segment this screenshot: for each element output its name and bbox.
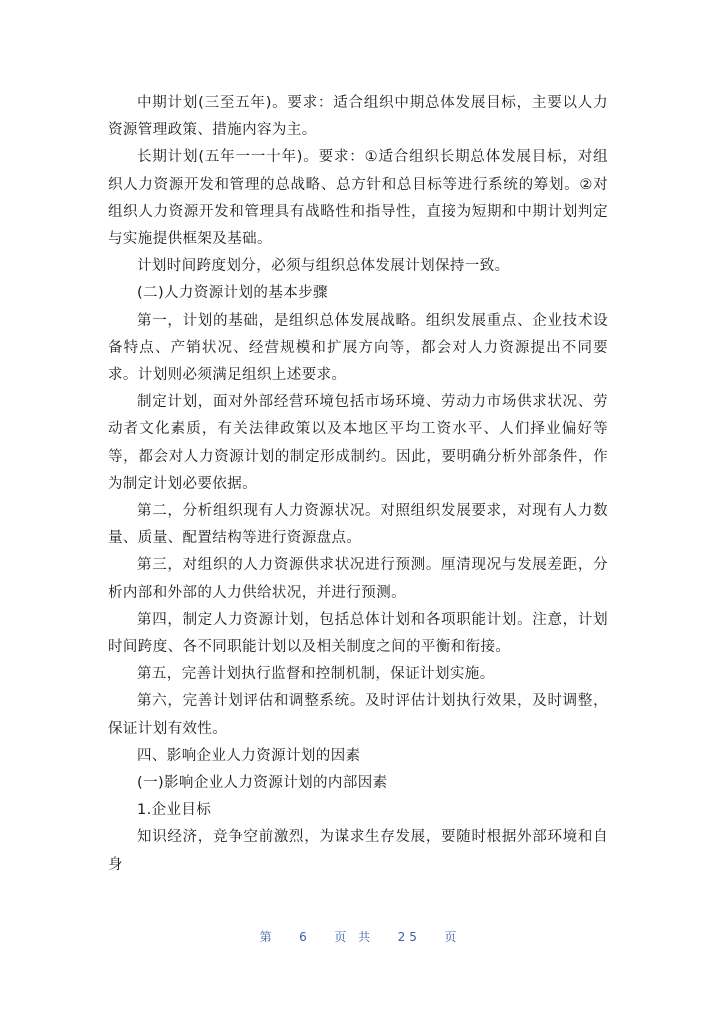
subsection-heading-internal-factors: (一)影响企业人力资源计划的内部因素 [137, 775, 388, 792]
paragraph-time-span: 计划时间跨度划分，必须与组织总体发展计划保持一致。 [137, 258, 510, 275]
paragraph-step-four: 第四，制定人力资源计划，包括总体计划和各项职能计划。注意，计划时间跨度、各不同职能计划以及相关制度之间的平衡和衔接。 [108, 611, 608, 656]
paragraph-step-two: 第二，分析组织现有人力资源状况。对照组织发展要求，对现有人力数量、质量、配置结构等进行资源盘点。 [108, 503, 608, 547]
paragraph-mid-term-plan: 中期计划(三至五年)。要求：适合组织中期总体发展目标，主要以人力资源管理政策、措施内容为主。 [108, 95, 608, 139]
footer-label-page: 第 [259, 930, 276, 944]
paragraph-step-three: 第三，对组织的人力资源供求状况进行预测。厘清现况与发展差距，分析内部和外部的人力供给状况，并进行预测。 [108, 557, 608, 601]
footer-total-pages: 25 [397, 930, 421, 944]
page-footer [0, 928, 720, 945]
paragraph-make-plan: 制定计划，面对外部经营环境包括市场环境、劳动力市场供求状况、劳动者文化素质，有关法律政策以及本地区平均工资水平、人们择业偏好等等，都会对人力资源计划的制定形成制约。因此，要明确分析外部条件，作为制定计划必要依据。 [108, 394, 608, 492]
paragraph-long-term-plan: 长期计划(五年一一十年)。要求：①适合组织长期总体发展目标，对组织人力资源开发和管理的总战略、总方针和总目标等进行系统的筹划。②对组织人力资源开发和管理具有战略性和指导性，直接为短期和中期计划判定与实施提供框架及基础。 [108, 149, 608, 248]
footer-current-page: 6 [299, 930, 311, 944]
item-heading-enterprise-goals: 1.企业目标 [137, 802, 212, 819]
section-heading-basic-steps: (二)人力资源计划的基本步骤 [137, 285, 328, 302]
paragraph-step-five: 第五，完善计划执行监督和控制机制，保证计划实施。 [137, 666, 495, 683]
paragraph-knowledge-economy: 知识经济，竞争空前激烈，为谋求生存发展，要随时根据外部环境和自身 [108, 829, 608, 873]
footer-label-of: 页 共 [334, 930, 375, 944]
footer-label-pages: 页 [444, 930, 461, 944]
document-body [108, 90, 608, 879]
section-heading-influencing-factors: 四、影响企业人力资源计划的因素 [137, 747, 361, 764]
paragraph-step-one: 第一，计划的基础，是组织总体发展战略。组织发展重点、企业技术设备特点、产销状况、经营规模和扩展方向等，都会对人力资源提出不同要求。计划则必须满足组织上述要求。 [108, 312, 608, 384]
paragraph-step-six: 第六，完善计划评估和调整系统。及时评估计划执行效果，及时调整，保证计划有效性。 [108, 693, 608, 737]
